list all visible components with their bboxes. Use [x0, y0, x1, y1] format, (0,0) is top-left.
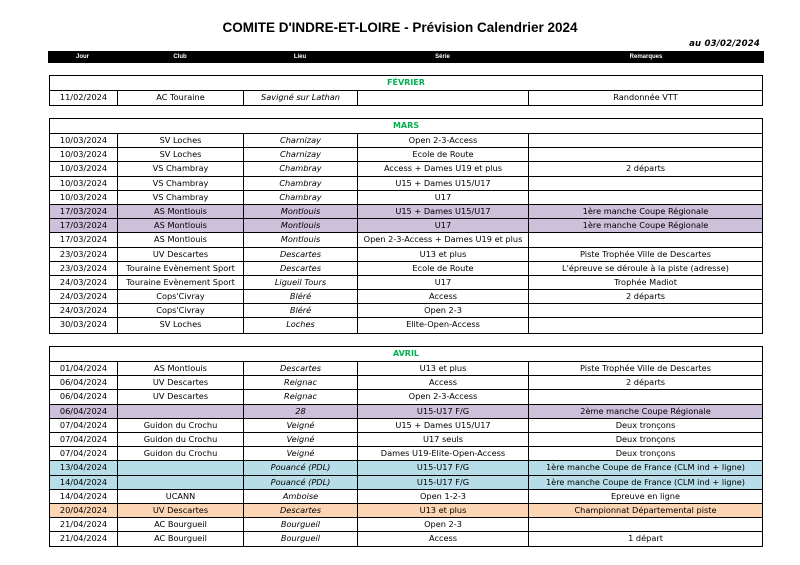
cell-remarques: L'épreuve se déroule à la piste (adresse) — [562, 262, 729, 273]
cell-jour: 06/04/2024 — [50, 405, 118, 418]
cell-club: AS Montlouis — [118, 233, 244, 246]
cell-club — [118, 461, 244, 474]
cell-club: Guidon du Crochu — [118, 433, 244, 446]
cell-serie: U13 et plus — [358, 248, 529, 261]
table-row — [50, 91, 762, 105]
cell-serie: Ecole de Route — [358, 148, 529, 161]
cell-lieu: Chambray — [244, 177, 358, 190]
cell-lieu: Veigné — [244, 433, 358, 446]
cell-lieu: Veigné — [244, 419, 358, 432]
cell-serie: U17 — [358, 276, 529, 289]
table-row — [50, 504, 762, 518]
cell-lieu: Charnizay — [244, 134, 358, 147]
cell-remarques: 1ère manche Coupe Régionale — [582, 220, 709, 231]
column-header-bar — [48, 51, 764, 63]
cell-serie: Access — [358, 376, 529, 389]
cell-jour: 17/03/2024 — [50, 205, 118, 218]
cell-serie: U17 — [358, 219, 529, 232]
cell-lieu: Savigné sur Lathan — [244, 91, 358, 105]
cell-lieu: Descartes — [244, 248, 358, 261]
cell-remarques — [529, 134, 762, 147]
cell-remarques: Deux tronçons — [615, 419, 676, 430]
cell-serie: U17 seuls — [358, 433, 529, 446]
cell-remarques — [529, 148, 762, 161]
column-header-club: Club — [173, 54, 187, 60]
page-title: COMITE D'INDRE-ET-LOIRE - Prévision Calendrier 2024 — [222, 20, 578, 35]
cell-club: SV Loches — [118, 148, 244, 161]
cell-lieu: 28 — [244, 405, 358, 418]
cell-lieu: Descartes — [244, 504, 358, 517]
cell-club: Cops'Civray — [118, 290, 244, 303]
table-row — [50, 447, 762, 461]
cell-club — [118, 405, 244, 418]
cell-lieu: Bourgueil — [244, 532, 358, 546]
cell-serie: Access + Dames U19 et plus — [358, 162, 529, 175]
table-row — [50, 134, 762, 148]
cell-lieu: Veigné — [244, 447, 358, 460]
cell-jour: 30/03/2024 — [50, 318, 118, 332]
cell-lieu: Montlouis — [244, 219, 358, 232]
cell-remarques: Championnat Départemental piste — [574, 504, 717, 515]
month-block-avril — [49, 346, 763, 547]
month-header: FÉVRIER — [50, 76, 762, 91]
as-of-date: au 03/02/2024 — [689, 39, 760, 49]
cell-remarques: 2 départs — [625, 377, 666, 388]
cell-jour: 24/03/2024 — [50, 290, 118, 303]
cell-club: VS Chambray — [118, 177, 244, 190]
table-row — [50, 177, 762, 191]
month-block-fevrier — [49, 75, 763, 106]
cell-jour: 10/03/2024 — [50, 162, 118, 175]
cell-serie: U15 + Dames U15/U17 — [358, 205, 529, 218]
table-row — [50, 490, 762, 504]
table-row — [50, 262, 762, 276]
cell-club: UV Descartes — [118, 376, 244, 389]
table-row — [50, 376, 762, 390]
cell-club: Touraine Evènement Sport — [118, 276, 244, 289]
cell-club: AC Bourgueil — [118, 532, 244, 546]
cell-club — [118, 476, 244, 489]
cell-lieu: Chambray — [244, 191, 358, 204]
cell-remarques: 1ère manche Coupe de France (CLM ind + ligne) — [545, 462, 746, 473]
cell-remarques — [529, 191, 762, 204]
column-header-serie: Série — [435, 54, 450, 60]
cell-remarques — [529, 518, 762, 531]
cell-jour: 23/03/2024 — [50, 248, 118, 261]
cell-serie: U17 — [358, 191, 529, 204]
month-header: AVRIL — [50, 347, 762, 362]
cell-serie: U13 et plus — [358, 362, 529, 375]
cell-lieu: Bléré — [244, 304, 358, 317]
cell-remarques: Deux tronçons — [615, 433, 676, 444]
table-row — [50, 304, 762, 318]
table-row — [50, 219, 762, 233]
cell-jour: 24/03/2024 — [50, 304, 118, 317]
cell-jour: 14/04/2024 — [50, 490, 118, 503]
cell-remarques: 2 départs — [625, 291, 666, 302]
cell-remarques — [529, 177, 762, 190]
table-row — [50, 476, 762, 490]
month-block-mars — [49, 118, 763, 334]
cell-club: AS Montlouis — [118, 362, 244, 375]
cell-serie — [358, 91, 529, 105]
cell-lieu: Chambray — [244, 162, 358, 175]
cell-jour: 23/03/2024 — [50, 262, 118, 275]
cell-club: UCANN — [118, 490, 244, 503]
column-header-remarques: Remarques — [629, 54, 663, 60]
cell-club: SV Loches — [118, 134, 244, 147]
cell-jour: 24/03/2024 — [50, 276, 118, 289]
cell-club: UV Descartes — [118, 390, 244, 403]
cell-club: Cops'Civray — [118, 304, 244, 317]
cell-remarques: 1ère manche Coupe de France (CLM ind + ligne) — [545, 476, 746, 487]
cell-serie: Access — [358, 532, 529, 546]
cell-lieu: Charnizay — [244, 148, 358, 161]
cell-remarques: Epreuve en ligne — [610, 490, 681, 501]
cell-remarques — [529, 304, 762, 317]
cell-serie: U15 + Dames U15/U17 — [358, 419, 529, 432]
cell-serie: U13 et plus — [358, 504, 529, 517]
cell-lieu: Loches — [244, 318, 358, 332]
table-row — [50, 405, 762, 419]
cell-jour: 11/02/2024 — [50, 91, 118, 105]
column-header-jour: Jour — [75, 54, 89, 60]
cell-remarques: Piste Trophée Ville de Descartes — [580, 248, 711, 259]
table-row — [50, 419, 762, 433]
table-row — [50, 362, 762, 376]
cell-remarques: Randonnée VTT — [613, 92, 678, 102]
cell-jour: 07/04/2024 — [50, 419, 118, 432]
cell-club: VS Chambray — [118, 191, 244, 204]
table-row — [50, 532, 762, 546]
cell-jour: 07/04/2024 — [50, 433, 118, 446]
cell-jour: 21/04/2024 — [50, 518, 118, 531]
cell-lieu: Descartes — [244, 262, 358, 275]
table-row — [50, 276, 762, 290]
cell-jour: 10/03/2024 — [50, 148, 118, 161]
cell-serie: Access — [358, 290, 529, 303]
cell-club: AS Montlouis — [118, 205, 244, 218]
table-row — [50, 191, 762, 205]
cell-serie: U15-U17 F/G — [358, 405, 529, 418]
cell-club: UV Descartes — [118, 248, 244, 261]
cell-remarques: Trophée Madiot — [614, 276, 677, 287]
cell-lieu: Reignac — [244, 376, 358, 389]
cell-club: Guidon du Crochu — [118, 447, 244, 460]
cell-serie: U15 + Dames U15/U17 — [358, 177, 529, 190]
cell-club: VS Chambray — [118, 162, 244, 175]
cell-lieu: Amboise — [244, 490, 358, 503]
cell-lieu: Descartes — [244, 362, 358, 375]
cell-jour: 06/04/2024 — [50, 376, 118, 389]
cell-jour: 13/04/2024 — [50, 461, 118, 474]
cell-serie: Open 2-3 — [358, 304, 529, 317]
table-row — [50, 248, 762, 262]
cell-lieu: Reignac — [244, 390, 358, 403]
cell-club: AS Montlouis — [118, 219, 244, 232]
month-header: MARS — [50, 119, 762, 134]
table-row — [50, 162, 762, 176]
cell-lieu: Montlouis — [244, 205, 358, 218]
cell-jour: 07/04/2024 — [50, 447, 118, 460]
cell-jour: 06/04/2024 — [50, 390, 118, 403]
column-header-lieu: Lieu — [293, 54, 307, 60]
cell-serie: Ecole de Route — [358, 262, 529, 275]
cell-remarques — [529, 390, 762, 403]
cell-club: Guidon du Crochu — [118, 419, 244, 432]
cell-lieu: Bléré — [244, 290, 358, 303]
cell-lieu: Ligueil Tours — [244, 276, 358, 289]
cell-jour: 10/03/2024 — [50, 191, 118, 204]
cell-jour: 01/04/2024 — [50, 362, 118, 375]
cell-club: UV Descartes — [118, 504, 244, 517]
cell-remarques: Piste Trophée Ville de Descartes — [580, 363, 711, 373]
cell-remarques — [529, 233, 762, 246]
cell-jour: 21/04/2024 — [50, 532, 118, 546]
cell-jour: 14/04/2024 — [50, 476, 118, 489]
cell-serie: Open 2-3 — [358, 518, 529, 531]
table-row — [50, 318, 762, 332]
cell-jour: 17/03/2024 — [50, 233, 118, 246]
cell-remarques: 2ème manche Coupe Régionale — [580, 405, 711, 416]
cell-lieu: Pouancé (PDL) — [244, 476, 358, 489]
cell-club: Touraine Evènement Sport — [118, 262, 244, 275]
table-row — [50, 290, 762, 304]
cell-serie: Open 2-3-Access — [358, 134, 529, 147]
cell-club: SV Loches — [118, 318, 244, 332]
table-row — [50, 433, 762, 447]
cell-club: AC Bourgueil — [118, 518, 244, 531]
cell-serie: Open 1-2-3 — [358, 490, 529, 503]
cell-jour: 20/04/2024 — [50, 504, 118, 517]
cell-jour: 10/03/2024 — [50, 134, 118, 147]
cell-remarques: Deux tronçons — [615, 448, 676, 459]
cell-serie: Dames U19-Elite-Open-Access — [358, 447, 529, 460]
table-row — [50, 205, 762, 219]
table-row — [50, 518, 762, 532]
cell-remarques: 1 départ — [628, 533, 663, 544]
cell-jour: 17/03/2024 — [50, 219, 118, 232]
cell-club: AC Touraine — [118, 91, 244, 105]
cell-serie: Elite-Open-Access — [358, 318, 529, 332]
cell-serie: U15-U17 F/G — [358, 461, 529, 474]
cell-serie: Open 2-3-Access — [358, 390, 529, 403]
cell-remarques: 2 départs — [625, 163, 666, 174]
table-row — [50, 233, 762, 247]
cell-jour: 10/03/2024 — [50, 177, 118, 190]
table-row — [50, 461, 762, 475]
cell-remarques — [529, 318, 762, 332]
table-row — [50, 390, 762, 404]
cell-lieu: Montlouis — [244, 233, 358, 246]
cell-remarques: 1ère manche Coupe Régionale — [582, 205, 709, 216]
table-row — [50, 148, 762, 162]
cell-serie: U15-U17 F/G — [358, 476, 529, 489]
cell-lieu: Pouancé (PDL) — [244, 461, 358, 474]
cell-serie: Open 2-3-Access + Dames U19 et plus — [358, 233, 529, 246]
cell-lieu: Bourgueil — [244, 518, 358, 531]
